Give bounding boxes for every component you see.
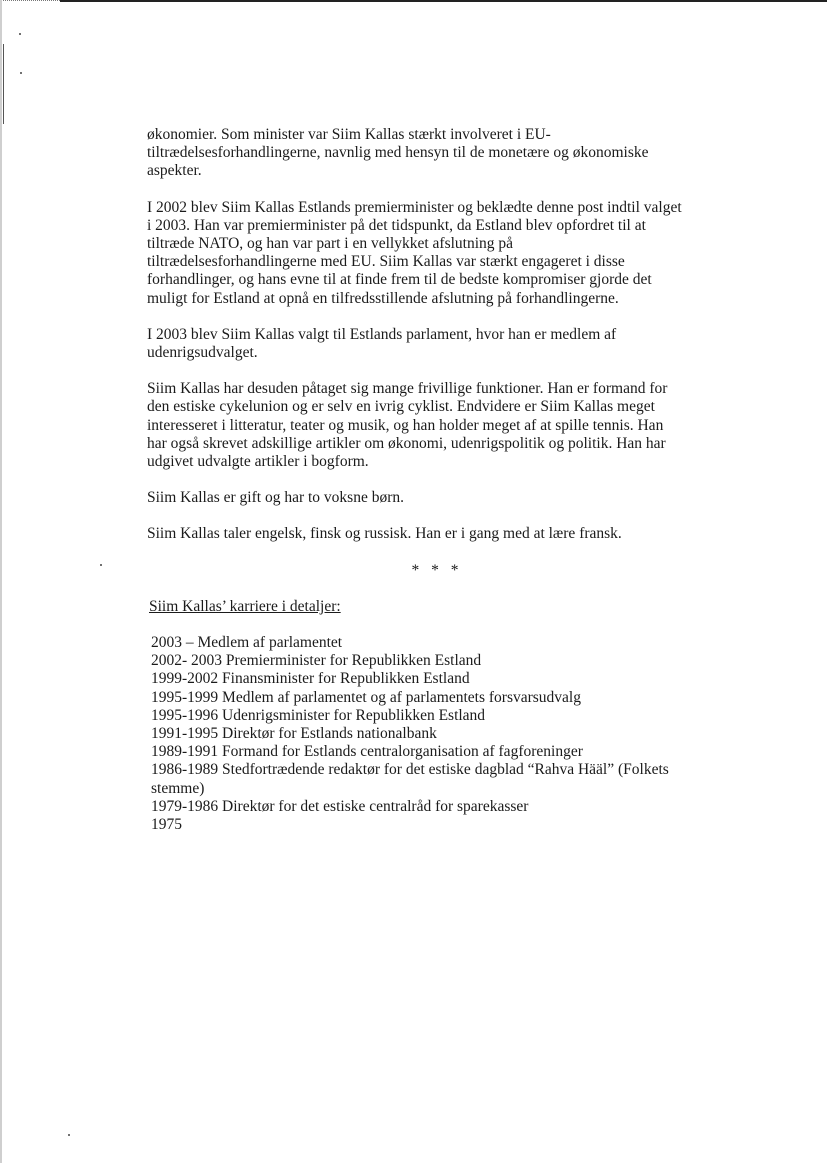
career-item: 1995-1996 Udenrigsminister for Republikken Estland	[151, 706, 486, 724]
scan-speck	[20, 72, 22, 74]
career-item: 1986-1989 Stedfortrædende redaktør for det estiske dagblad “Rahva Hääl” (Folkets stemme)	[151, 761, 669, 797]
career-item: 1989-1991 Formand for Estlands centralorganisation af fagforeninger	[151, 743, 583, 761]
career-heading: Siim Kallas’ karriere i detaljer:	[149, 597, 341, 615]
paragraph: Siim Kallas taler engelsk, finsk og russisk. Han er i gang med at lære fransk.	[147, 525, 622, 543]
paragraph: I 2003 blev Siim Kallas valgt til Estlands parlament, hvor han er medlem af udenrigsudvalget.	[147, 325, 617, 362]
top-edge-line	[60, 0, 827, 2]
paragraph: økonomier. Som minister var Siim Kallas stærkt involveret i EU- tiltrædelsesforhandlingerne, navnlig med hensyn til de monetære og økonomiske aspekter.	[147, 126, 649, 180]
paragraph: Siim Kallas er gift og har to voksne børn.	[147, 489, 404, 507]
career-item: 2002- 2003 Premierminister for Republikken Estland	[151, 652, 482, 670]
scan-speck	[100, 564, 102, 566]
career-item: 1999-2002 Finansminister for Republikken Estland	[151, 670, 470, 688]
paragraph: Siim Kallas har desuden påtaget sig mange frivillige funktioner. Han er formand for den estiske cykelunion og er selv en ivrig cyklist. Endvidere er Siim Kallas meget interesseret i litteratur, teater og musik, og han holder meget af at spille tennis. Han har også skrevet adskillige artikler om økonomi, udenrigspolitik og politik. Han har udgivet udvalgte artikler i bogform.	[147, 380, 668, 471]
career-item: 1975	[151, 816, 182, 834]
left-page-edge	[0, 0, 2, 1163]
career-item: 1995-1999 Medlem af parlamentet og af parlamentets forsvarsudvalg	[151, 688, 581, 706]
scan-speck	[68, 1134, 70, 1136]
paragraph: I 2002 blev Siim Kallas Estlands premierminister og beklædte denne post indtil valget i 2003. Han var premierminister på det tidspunkt, da Estland blev opfordret til at tiltræde NATO, og han var part i en vellykket afslutning på tiltrædelsesforhandlingerne med EU. Siim Kallas var stærkt engageret i disse forhandlinger, og hans evne til at finde frem til de bedste kompromiser gjorde det muligt for Estland at opnå en tilfredsstillende afslutning på forhandlingerne.	[147, 198, 682, 307]
section-separator: * * *	[411, 561, 463, 579]
document-body	[147, 126, 707, 834]
scan-speck	[19, 33, 21, 35]
left-margin-mark	[3, 44, 4, 124]
career-item: 2003 – Medlem af parlamentet	[151, 634, 343, 652]
top-edge-dots	[0, 0, 60, 2]
career-item: 1979-1986 Direktør for det estiske centralråd for sparekasser	[151, 797, 529, 815]
career-item: 1991-1995 Direktør for Estlands nationalbank	[151, 725, 437, 743]
career-list	[147, 634, 707, 834]
